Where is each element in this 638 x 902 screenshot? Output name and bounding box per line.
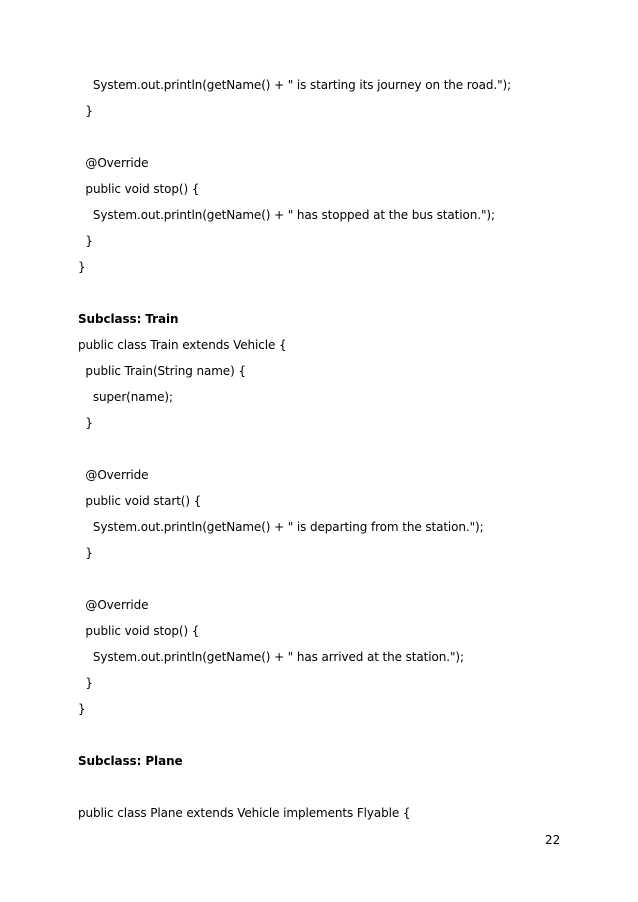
code-line: public class Train extends Vehicle { bbox=[78, 338, 287, 352]
code-line: public void stop() { bbox=[78, 624, 200, 638]
code-line: System.out.println(getName() + " is departing from the station."); bbox=[78, 520, 484, 534]
code-line: System.out.println(getName() + " has stopped at the bus station."); bbox=[78, 208, 495, 222]
page-number: 22 bbox=[545, 833, 561, 847]
code-line: } bbox=[78, 702, 86, 716]
code-line: } bbox=[78, 260, 86, 274]
code-line: @Override bbox=[78, 156, 149, 170]
code-line: System.out.println(getName() + " has arrived at the station."); bbox=[78, 650, 464, 664]
code-line: public void stop() { bbox=[78, 182, 200, 196]
code-line: super(name); bbox=[78, 390, 173, 404]
code-line: System.out.println(getName() + " is starting its journey on the road."); bbox=[78, 78, 512, 92]
section-heading-train: Subclass: Train bbox=[78, 312, 179, 326]
code-line: } bbox=[78, 416, 93, 430]
code-line: } bbox=[78, 104, 93, 118]
code-line: } bbox=[78, 546, 93, 560]
code-line: } bbox=[78, 234, 93, 248]
code-line: @Override bbox=[78, 468, 149, 482]
code-line: public void start() { bbox=[78, 494, 202, 508]
code-line: @Override bbox=[78, 598, 149, 612]
section-heading-plane: Subclass: Plane bbox=[78, 754, 183, 768]
code-line: public Train(String name) { bbox=[78, 364, 246, 378]
code-line: } bbox=[78, 676, 93, 690]
code-line: public class Plane extends Vehicle implements Flyable { bbox=[78, 806, 411, 820]
